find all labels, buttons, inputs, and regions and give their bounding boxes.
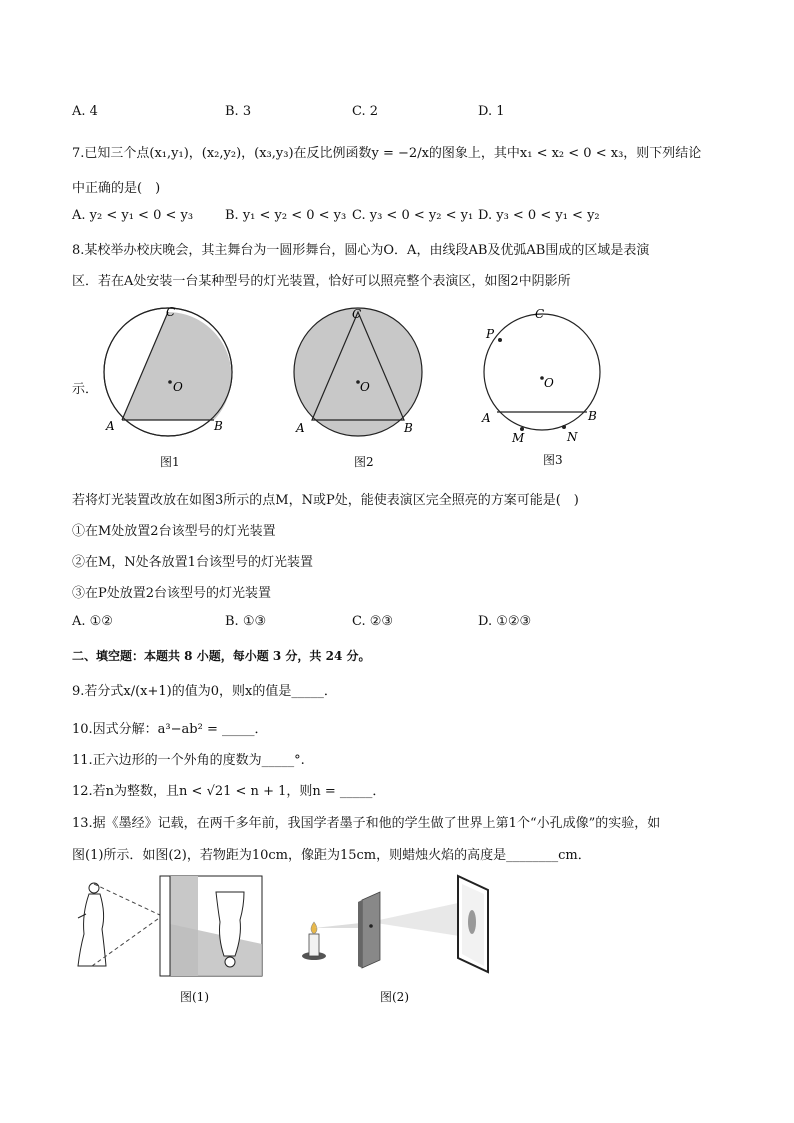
q8-stem-line1: 8.某校举办校庆晚会，其主舞台为一圆形舞台，圆心为O．A，由线段AB及优弧AB围成的区域是表演 xyxy=(72,243,650,258)
q8-question-line: 若将灯光装置改放在如图3所示的点M，N或P处，能使表演区完全照亮的方案可能是( ) xyxy=(72,493,579,508)
figure-2-caption: 图2 xyxy=(354,455,374,469)
q8-stem-line2: 区．若在A处安装一台某种型号的灯光装置，恰好可以照亮整个表演区，如图2中阴影所 xyxy=(72,274,571,289)
q8-option-b: B. ①③ xyxy=(225,614,267,629)
q8-option-c: C. ②③ xyxy=(352,614,394,629)
section-2-heading: 二、填空题：本题共 8 小题，每小题 3 分，共 24 分。 xyxy=(72,649,371,663)
q6-option-d: D. 1 xyxy=(478,104,505,119)
fig3-point-n xyxy=(562,425,566,429)
q6-option-b: B. 3 xyxy=(225,104,252,119)
fig2-label-c: C xyxy=(352,307,362,321)
figure-3-diagram xyxy=(478,302,618,442)
fig3-point-p xyxy=(498,338,502,342)
fig1-label-b: B xyxy=(214,419,223,433)
q6-option-c: C. 2 xyxy=(352,104,379,119)
q8-stem-line3: 示． xyxy=(72,382,99,397)
fig3-label-n: N xyxy=(567,430,578,442)
q11-stem: 11.正六边形的一个外角的度数为_____°. xyxy=(72,753,305,768)
q13-figure-1-caption: 图(1) xyxy=(180,990,209,1004)
fig3-circle xyxy=(484,314,600,430)
fig1-label-o: O xyxy=(173,380,183,394)
figure-3-caption: 图3 xyxy=(543,453,563,467)
q10-stem: 10.因式分解：a³−ab² = _____． xyxy=(72,722,268,737)
fig3-label-p: P xyxy=(486,327,495,341)
q7-option-a: A. y₂ < y₁ < 0 < y₃ xyxy=(72,208,194,223)
screen-icon xyxy=(458,876,488,972)
q13-figure-2-caption: 图(2) xyxy=(380,990,409,1004)
q7-option-d: D. y₃ < 0 < y₁ < y₂ xyxy=(478,208,600,223)
fig2-label-a: A xyxy=(296,421,305,435)
fig2-label-o: O xyxy=(360,380,370,394)
q8-option-a: A. ①② xyxy=(72,614,113,629)
q13-stem-line1: 13.据《墨经》记载，在两千多年前，我国学者墨子和他的学生做了世界上第1个“小孔成像”的实验，如 xyxy=(72,816,661,831)
figure-1-caption: 图1 xyxy=(160,455,180,469)
q12-stem: 12.若n为整数，且n < √21 < n + 1，则n = _____． xyxy=(72,784,386,799)
q7-stem-line2: 中正确的是( ) xyxy=(72,181,161,196)
figure-2-diagram xyxy=(286,302,430,442)
q9-stem: 9.若分式x/(x+1)的值为0，则x的值是_____． xyxy=(72,684,337,699)
fig3-label-a: A xyxy=(482,411,491,425)
q8-option-d: D. ①②③ xyxy=(478,614,532,629)
fig3-label-b: B xyxy=(588,409,597,423)
q13-figure-2-candle xyxy=(296,872,496,976)
person-figure-icon xyxy=(78,883,106,966)
q8-plan-3: ③在P处放置2台该型号的灯光装置 xyxy=(72,586,272,601)
pinhole-plate-icon xyxy=(358,892,380,968)
figure-1-diagram xyxy=(98,302,238,442)
q8-plan-1: ①在M处放置2台该型号的灯光装置 xyxy=(72,524,276,539)
q8-plan-2: ②在M，N处各放置1台该型号的灯光装置 xyxy=(72,555,313,570)
fig1-label-a: A xyxy=(106,419,115,433)
q13-stem-line2: 图(1)所示．如图(2)，若物距为10cm，像距为15cm，则蜡烛火焰的高度是________cm． xyxy=(72,848,591,863)
fig3-label-c: C xyxy=(535,307,545,321)
q7-option-c: C. y₃ < 0 < y₂ < y₁ xyxy=(352,208,474,223)
fig1-label-c: C xyxy=(166,305,176,319)
fig3-label-o: O xyxy=(544,376,554,390)
fig2-label-b: B xyxy=(404,421,413,435)
q7-stem-line1: 7.已知三个点(x₁,y₁)，(x₂,y₂)，(x₃,y₃)在反比例函数y = −2/x的图象上，其中x₁ < x₂ < 0 < x₃，则下列结论 xyxy=(72,146,702,161)
q13-figure-1-pinhole xyxy=(70,874,266,978)
fig3-label-m: M xyxy=(512,431,525,442)
q7-option-b: B. y₁ < y₂ < 0 < y₃ xyxy=(225,208,347,223)
q6-option-a: A. 4 xyxy=(72,104,98,119)
